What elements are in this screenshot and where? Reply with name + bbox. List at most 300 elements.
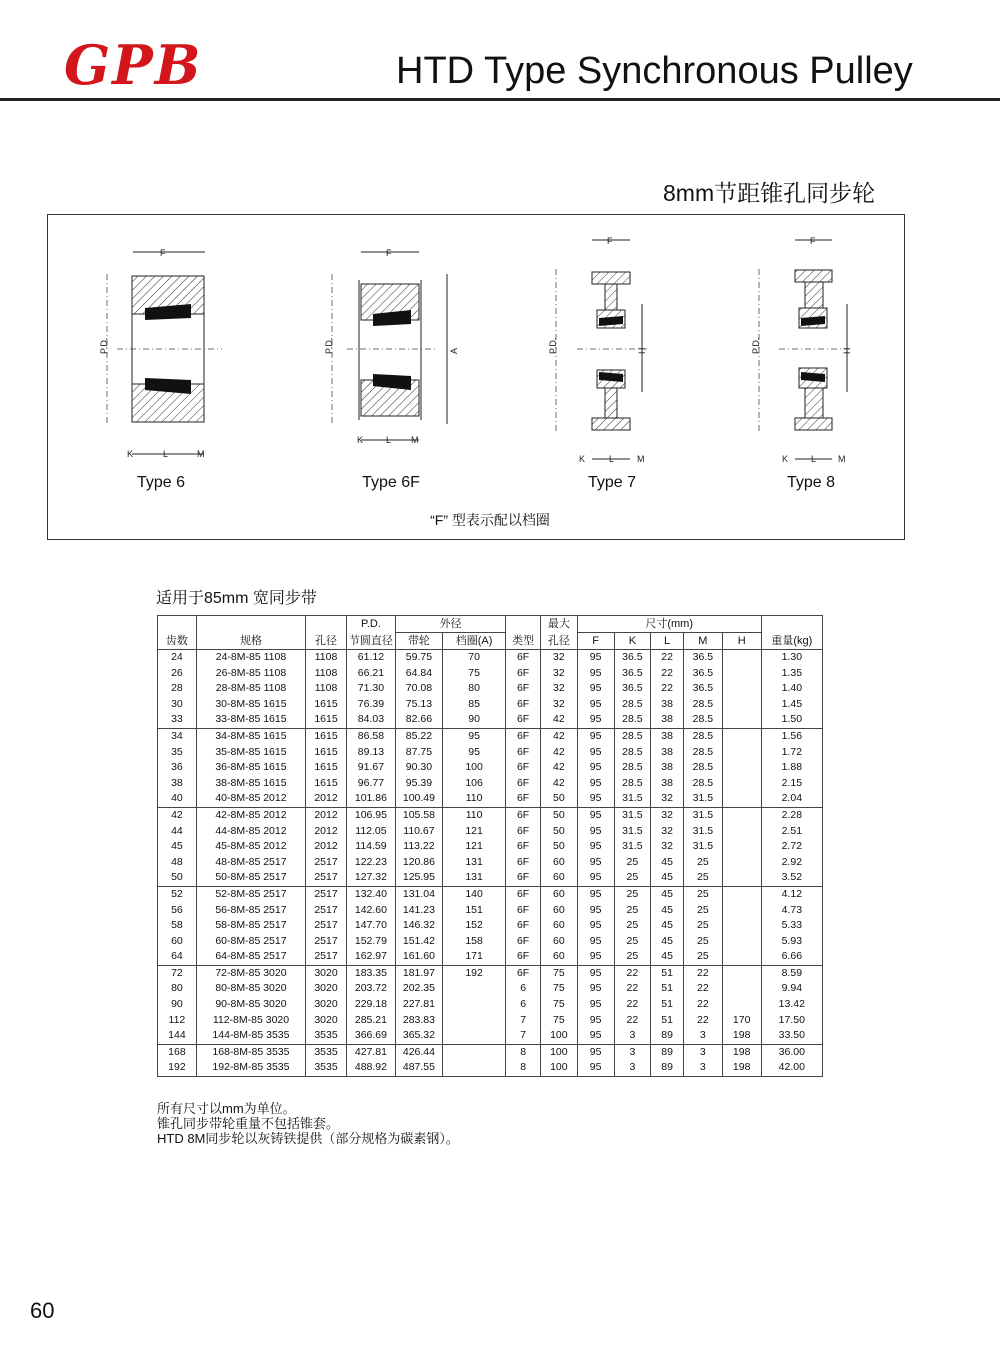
cell-h (722, 681, 761, 697)
cell-max-bore: 32 (540, 650, 577, 666)
cell-max-bore: 100 (540, 1028, 577, 1044)
cell-f: 95 (577, 934, 614, 950)
cell-bush: 1615 (306, 760, 347, 776)
cell-pitch-diameter: 112.05 (346, 824, 395, 840)
cell-h (722, 666, 761, 682)
table-row (158, 650, 823, 666)
cell-pulley-od: 161.60 (395, 949, 442, 965)
cell-l: 45 (651, 903, 684, 919)
cell-bush: 2012 (306, 791, 347, 807)
cell-spec: 48-8M-85 2517 (196, 855, 305, 871)
cell-k: 22 (614, 997, 651, 1013)
cell-pitch-diameter: 101.86 (346, 791, 395, 807)
cell-spec: 72-8M-85 3020 (196, 965, 305, 981)
table-header-blank (761, 616, 822, 633)
footnote: 锥孔同步带轮重量不包括锥套。 (157, 1116, 340, 1131)
table-row (158, 791, 823, 807)
cell-type: 6F (506, 824, 541, 840)
dim-k-label: K (357, 435, 364, 445)
cell-bush: 2517 (306, 918, 347, 934)
cell-f: 95 (577, 855, 614, 871)
cell-m: 3 (683, 1044, 722, 1060)
cell-flange-od (442, 981, 505, 997)
cell-pitch-diameter: 66.21 (346, 666, 395, 682)
cell-spec: 52-8M-85 2517 (196, 886, 305, 902)
cell-bush: 3535 (306, 1044, 347, 1060)
cell-pitch-diameter: 183.35 (346, 965, 395, 981)
type-6f-label: Type 6F (362, 474, 420, 491)
cell-max-bore: 60 (540, 903, 577, 919)
cell-pitch-diameter: 162.97 (346, 949, 395, 965)
header-flange-od: 档圈(A) (442, 633, 505, 650)
table-header-blank (158, 616, 197, 633)
cell-f: 95 (577, 918, 614, 934)
cell-teeth: 192 (158, 1060, 197, 1076)
cell-max-bore: 75 (540, 981, 577, 997)
cell-h (722, 745, 761, 761)
cell-type: 6F (506, 918, 541, 934)
cell-k: 31.5 (614, 807, 651, 823)
table-row (158, 712, 823, 728)
cell-h (722, 965, 761, 981)
cell-weight: 6.66 (761, 949, 822, 965)
dim-f-label: F (607, 236, 613, 246)
table-row (158, 760, 823, 776)
brand-logo: GPB (64, 33, 203, 97)
cell-flange-od: 151 (442, 903, 505, 919)
cell-flange-od: 121 (442, 839, 505, 855)
cell-bush: 3020 (306, 997, 347, 1013)
cell-spec: 34-8M-85 1615 (196, 728, 305, 744)
cell-h (722, 886, 761, 902)
cell-flange-od: 192 (442, 965, 505, 981)
table-row (158, 1028, 823, 1044)
cell-k: 3 (614, 1044, 651, 1060)
cell-h (722, 697, 761, 713)
cell-f: 95 (577, 745, 614, 761)
footnotes (157, 1101, 459, 1146)
cell-spec: 60-8M-85 2517 (196, 934, 305, 950)
header-bush: 孔径 (306, 633, 347, 650)
cell-pulley-od: 95.39 (395, 776, 442, 792)
cell-l: 89 (651, 1028, 684, 1044)
cell-l: 38 (651, 712, 684, 728)
cell-pulley-od: 227.81 (395, 997, 442, 1013)
cell-flange-od: 70 (442, 650, 505, 666)
cell-flange-od: 100 (442, 760, 505, 776)
cell-spec: 35-8M-85 1615 (196, 745, 305, 761)
cell-f: 95 (577, 760, 614, 776)
cell-f: 95 (577, 886, 614, 902)
cell-k: 22 (614, 981, 651, 997)
table-row (158, 728, 823, 744)
table-row (158, 1044, 823, 1060)
footnote: 所有尺寸以mm为单位。 (157, 1101, 296, 1116)
cell-max-bore: 50 (540, 824, 577, 840)
cell-h (722, 791, 761, 807)
cell-h (722, 918, 761, 934)
cell-m: 28.5 (683, 760, 722, 776)
specification-table (157, 615, 823, 1077)
cell-pulley-od: 426.44 (395, 1044, 442, 1060)
cell-type: 6F (506, 839, 541, 855)
cell-max-bore: 75 (540, 965, 577, 981)
table-row (158, 697, 823, 713)
cell-f: 95 (577, 712, 614, 728)
table-row (158, 1060, 823, 1076)
dim-l-label: L (163, 449, 169, 459)
cell-pulley-od: 120.86 (395, 855, 442, 871)
cell-pulley-od: 151.42 (395, 934, 442, 950)
cell-spec: 80-8M-85 3020 (196, 981, 305, 997)
cell-flange-od: 152 (442, 918, 505, 934)
cell-teeth: 48 (158, 855, 197, 871)
cell-teeth: 44 (158, 824, 197, 840)
cell-spec: 144-8M-85 3535 (196, 1028, 305, 1044)
table-row (158, 981, 823, 997)
cell-pitch-diameter: 132.40 (346, 886, 395, 902)
cell-max-bore: 42 (540, 776, 577, 792)
cell-weight: 36.00 (761, 1044, 822, 1060)
dim-f-label: F (810, 236, 816, 246)
cell-flange-od: 95 (442, 745, 505, 761)
cell-l: 89 (651, 1044, 684, 1060)
cell-f: 95 (577, 1044, 614, 1060)
cell-weight: 42.00 (761, 1060, 822, 1076)
cell-m: 3 (683, 1060, 722, 1076)
table-header-blank (506, 616, 541, 633)
cell-max-bore: 60 (540, 949, 577, 965)
cell-spec: 64-8M-85 2517 (196, 949, 305, 965)
cell-pulley-od: 283.83 (395, 1013, 442, 1029)
cell-pitch-diameter: 427.81 (346, 1044, 395, 1060)
cell-teeth: 168 (158, 1044, 197, 1060)
table-row (158, 807, 823, 823)
cell-h (722, 855, 761, 871)
type-7-label: Type 7 (587, 474, 637, 491)
header-pd: P.D. (346, 616, 395, 633)
cell-f: 95 (577, 666, 614, 682)
cell-h (722, 728, 761, 744)
cell-l: 51 (651, 1013, 684, 1029)
cell-spec: 36-8M-85 1615 (196, 760, 305, 776)
cell-f: 95 (577, 1013, 614, 1029)
cell-pulley-od: 365.32 (395, 1028, 442, 1044)
cell-pitch-diameter: 147.70 (346, 918, 395, 934)
cell-h (722, 839, 761, 855)
cell-l: 38 (651, 760, 684, 776)
cell-bush: 1615 (306, 728, 347, 744)
cell-weight: 33.50 (761, 1028, 822, 1044)
cell-l: 32 (651, 791, 684, 807)
cell-flange-od: 121 (442, 824, 505, 840)
figure-note: “F” 型表示配以档圈 (430, 512, 550, 528)
cell-teeth: 42 (158, 807, 197, 823)
cell-pitch-diameter: 89.13 (346, 745, 395, 761)
cell-pitch-diameter: 229.18 (346, 997, 395, 1013)
dim-f-label: F (386, 248, 392, 258)
cell-teeth: 33 (158, 712, 197, 728)
cell-f: 95 (577, 903, 614, 919)
cell-pulley-od: 87.75 (395, 745, 442, 761)
cell-k: 22 (614, 965, 651, 981)
cell-m: 25 (683, 949, 722, 965)
cell-bush: 3020 (306, 981, 347, 997)
cell-h (722, 903, 761, 919)
footnote: HTD 8M同步轮以灰铸铁提供（部分规格为碳素钢）。 (157, 1131, 459, 1146)
cell-f: 95 (577, 1060, 614, 1076)
cell-m: 25 (683, 934, 722, 950)
cell-l: 22 (651, 650, 684, 666)
cell-m: 22 (683, 965, 722, 981)
cell-m: 28.5 (683, 776, 722, 792)
cell-type: 6 (506, 981, 541, 997)
cell-teeth: 56 (158, 903, 197, 919)
cell-type: 6F (506, 886, 541, 902)
cell-teeth: 30 (158, 697, 197, 713)
cell-weight: 1.35 (761, 666, 822, 682)
dim-l-label: L (811, 454, 817, 464)
cell-bush: 2517 (306, 934, 347, 950)
cell-max-bore: 100 (540, 1060, 577, 1076)
cell-teeth: 34 (158, 728, 197, 744)
cell-flange-od: 90 (442, 712, 505, 728)
cell-l: 45 (651, 870, 684, 886)
cell-type: 6F (506, 791, 541, 807)
table-row (158, 965, 823, 981)
cell-pulley-od: 70.08 (395, 681, 442, 697)
cell-max-bore: 32 (540, 681, 577, 697)
dim-h-label: H (637, 347, 647, 354)
cell-k: 25 (614, 934, 651, 950)
table-row (158, 824, 823, 840)
page-title: HTD Type Synchronous Pulley (396, 50, 913, 92)
cell-teeth: 60 (158, 934, 197, 950)
cell-k: 22 (614, 1013, 651, 1029)
cell-type: 6 (506, 997, 541, 1013)
cell-l: 32 (651, 807, 684, 823)
cell-spec: 40-8M-85 2012 (196, 791, 305, 807)
cell-spec: 90-8M-85 3020 (196, 997, 305, 1013)
cell-m: 22 (683, 997, 722, 1013)
cell-l: 38 (651, 728, 684, 744)
cell-l: 51 (651, 965, 684, 981)
header-f: F (577, 633, 614, 650)
specification-table-body (158, 650, 823, 1077)
cell-h (722, 712, 761, 728)
cell-max-bore: 42 (540, 745, 577, 761)
cell-pulley-od: 125.95 (395, 870, 442, 886)
cell-m: 25 (683, 903, 722, 919)
cell-max-bore: 75 (540, 1013, 577, 1029)
dim-k-label: K (579, 454, 586, 464)
dim-h-label: H (842, 347, 852, 354)
cell-spec: 45-8M-85 2012 (196, 839, 305, 855)
header-type: 类型 (506, 633, 541, 650)
cell-type: 8 (506, 1060, 541, 1076)
cell-f: 95 (577, 870, 614, 886)
cell-spec: 30-8M-85 1615 (196, 697, 305, 713)
cell-l: 38 (651, 745, 684, 761)
cell-f: 95 (577, 981, 614, 997)
cell-pulley-od: 146.32 (395, 918, 442, 934)
cell-k: 28.5 (614, 776, 651, 792)
cell-teeth: 26 (158, 666, 197, 682)
cell-flange-od (442, 1044, 505, 1060)
table-row (158, 886, 823, 902)
cell-type: 6F (506, 949, 541, 965)
cell-f: 95 (577, 949, 614, 965)
cell-h (722, 776, 761, 792)
header-teeth: 齿数 (158, 633, 197, 650)
cell-k: 28.5 (614, 760, 651, 776)
cell-h (722, 997, 761, 1013)
header-dimensions: 尺寸(mm) (577, 616, 761, 633)
cell-spec: 44-8M-85 2012 (196, 824, 305, 840)
cell-l: 45 (651, 918, 684, 934)
cell-flange-od (442, 1060, 505, 1076)
cell-flange-od: 140 (442, 886, 505, 902)
cell-k: 31.5 (614, 791, 651, 807)
dim-pd-label: P.D. (548, 337, 558, 354)
cell-h: 198 (722, 1028, 761, 1044)
cell-type: 6F (506, 965, 541, 981)
cell-max-bore: 42 (540, 760, 577, 776)
cell-bush: 1615 (306, 697, 347, 713)
dim-f-label: F (160, 248, 166, 258)
cell-flange-od: 131 (442, 870, 505, 886)
cell-pitch-diameter: 203.72 (346, 981, 395, 997)
cell-max-bore: 60 (540, 886, 577, 902)
cell-max-bore: 60 (540, 918, 577, 934)
table-header-blank (196, 616, 305, 633)
cell-pitch-diameter: 142.60 (346, 903, 395, 919)
cell-pitch-diameter: 285.21 (346, 1013, 395, 1029)
cell-h (722, 650, 761, 666)
cell-k: 3 (614, 1028, 651, 1044)
cell-teeth: 35 (158, 745, 197, 761)
cell-l: 45 (651, 855, 684, 871)
table-caption: 适用于85mm 宽同步带 (156, 590, 317, 607)
cell-teeth: 50 (158, 870, 197, 886)
cell-k: 28.5 (614, 745, 651, 761)
dim-k-label: K (127, 449, 134, 459)
cell-m: 31.5 (683, 839, 722, 855)
cell-pitch-diameter: 91.67 (346, 760, 395, 776)
cell-bush: 1615 (306, 776, 347, 792)
cell-type: 6F (506, 855, 541, 871)
cell-l: 45 (651, 886, 684, 902)
cell-pulley-od: 75.13 (395, 697, 442, 713)
cell-spec: 24-8M-85 1108 (196, 650, 305, 666)
cell-type: 6F (506, 712, 541, 728)
cell-f: 95 (577, 807, 614, 823)
cell-f: 95 (577, 1028, 614, 1044)
cell-spec: 26-8M-85 1108 (196, 666, 305, 682)
cell-f: 95 (577, 997, 614, 1013)
table-row (158, 903, 823, 919)
cell-k: 36.5 (614, 650, 651, 666)
cell-m: 28.5 (683, 697, 722, 713)
table-row (158, 949, 823, 965)
cell-k: 25 (614, 855, 651, 871)
cell-f: 95 (577, 824, 614, 840)
cell-h (722, 949, 761, 965)
dim-l-label: L (386, 435, 392, 445)
cell-weight: 4.73 (761, 903, 822, 919)
cell-type: 6F (506, 650, 541, 666)
cell-type: 6F (506, 870, 541, 886)
cell-flange-od: 95 (442, 728, 505, 744)
cell-pitch-diameter: 84.03 (346, 712, 395, 728)
table-row (158, 681, 823, 697)
cell-bush: 1108 (306, 681, 347, 697)
cell-max-bore: 60 (540, 934, 577, 950)
table-row (158, 745, 823, 761)
cell-max-bore: 50 (540, 807, 577, 823)
cell-weight: 2.04 (761, 791, 822, 807)
cell-pitch-diameter: 106.95 (346, 807, 395, 823)
header-pulley-od: 带轮 (395, 633, 442, 650)
cell-h (722, 807, 761, 823)
cell-teeth: 58 (158, 918, 197, 934)
cell-flange-od: 85 (442, 697, 505, 713)
cell-f: 95 (577, 791, 614, 807)
cell-h (722, 870, 761, 886)
cell-type: 7 (506, 1013, 541, 1029)
cell-weight: 4.12 (761, 886, 822, 902)
cell-l: 22 (651, 666, 684, 682)
cell-f: 95 (577, 839, 614, 855)
cell-weight: 17.50 (761, 1013, 822, 1029)
header-spec: 规格 (196, 633, 305, 650)
cell-max-bore: 75 (540, 997, 577, 1013)
type-8-label: Type 8 (786, 474, 836, 491)
cell-type: 6F (506, 934, 541, 950)
cell-type: 6F (506, 745, 541, 761)
section-subtitle: 8mm节距锥孔同步轮 (663, 180, 876, 206)
cell-k: 28.5 (614, 697, 651, 713)
cell-h: 198 (722, 1060, 761, 1076)
cell-spec: 58-8M-85 2517 (196, 918, 305, 934)
cell-m: 25 (683, 886, 722, 902)
cell-pulley-od: 100.49 (395, 791, 442, 807)
cell-bush: 2517 (306, 949, 347, 965)
cell-k: 25 (614, 903, 651, 919)
cell-spec: 112-8M-85 3020 (196, 1013, 305, 1029)
header-max: 最大 (540, 616, 577, 633)
cell-type: 6F (506, 760, 541, 776)
cell-m: 36.5 (683, 681, 722, 697)
cell-h: 198 (722, 1044, 761, 1060)
header-k: K (614, 633, 651, 650)
cell-spec: 192-8M-85 3535 (196, 1060, 305, 1076)
cell-pitch-diameter: 76.39 (346, 697, 395, 713)
cell-teeth: 36 (158, 760, 197, 776)
cell-teeth: 112 (158, 1013, 197, 1029)
cell-weight: 8.59 (761, 965, 822, 981)
cell-weight: 5.33 (761, 918, 822, 934)
cell-l: 38 (651, 776, 684, 792)
cell-l: 51 (651, 997, 684, 1013)
cell-weight: 13.42 (761, 997, 822, 1013)
cell-teeth: 38 (158, 776, 197, 792)
header-weight: 重量(kg) (761, 633, 822, 650)
cell-m: 31.5 (683, 791, 722, 807)
cell-max-bore: 60 (540, 855, 577, 871)
cell-teeth: 40 (158, 791, 197, 807)
dim-m-label: M (637, 454, 645, 464)
